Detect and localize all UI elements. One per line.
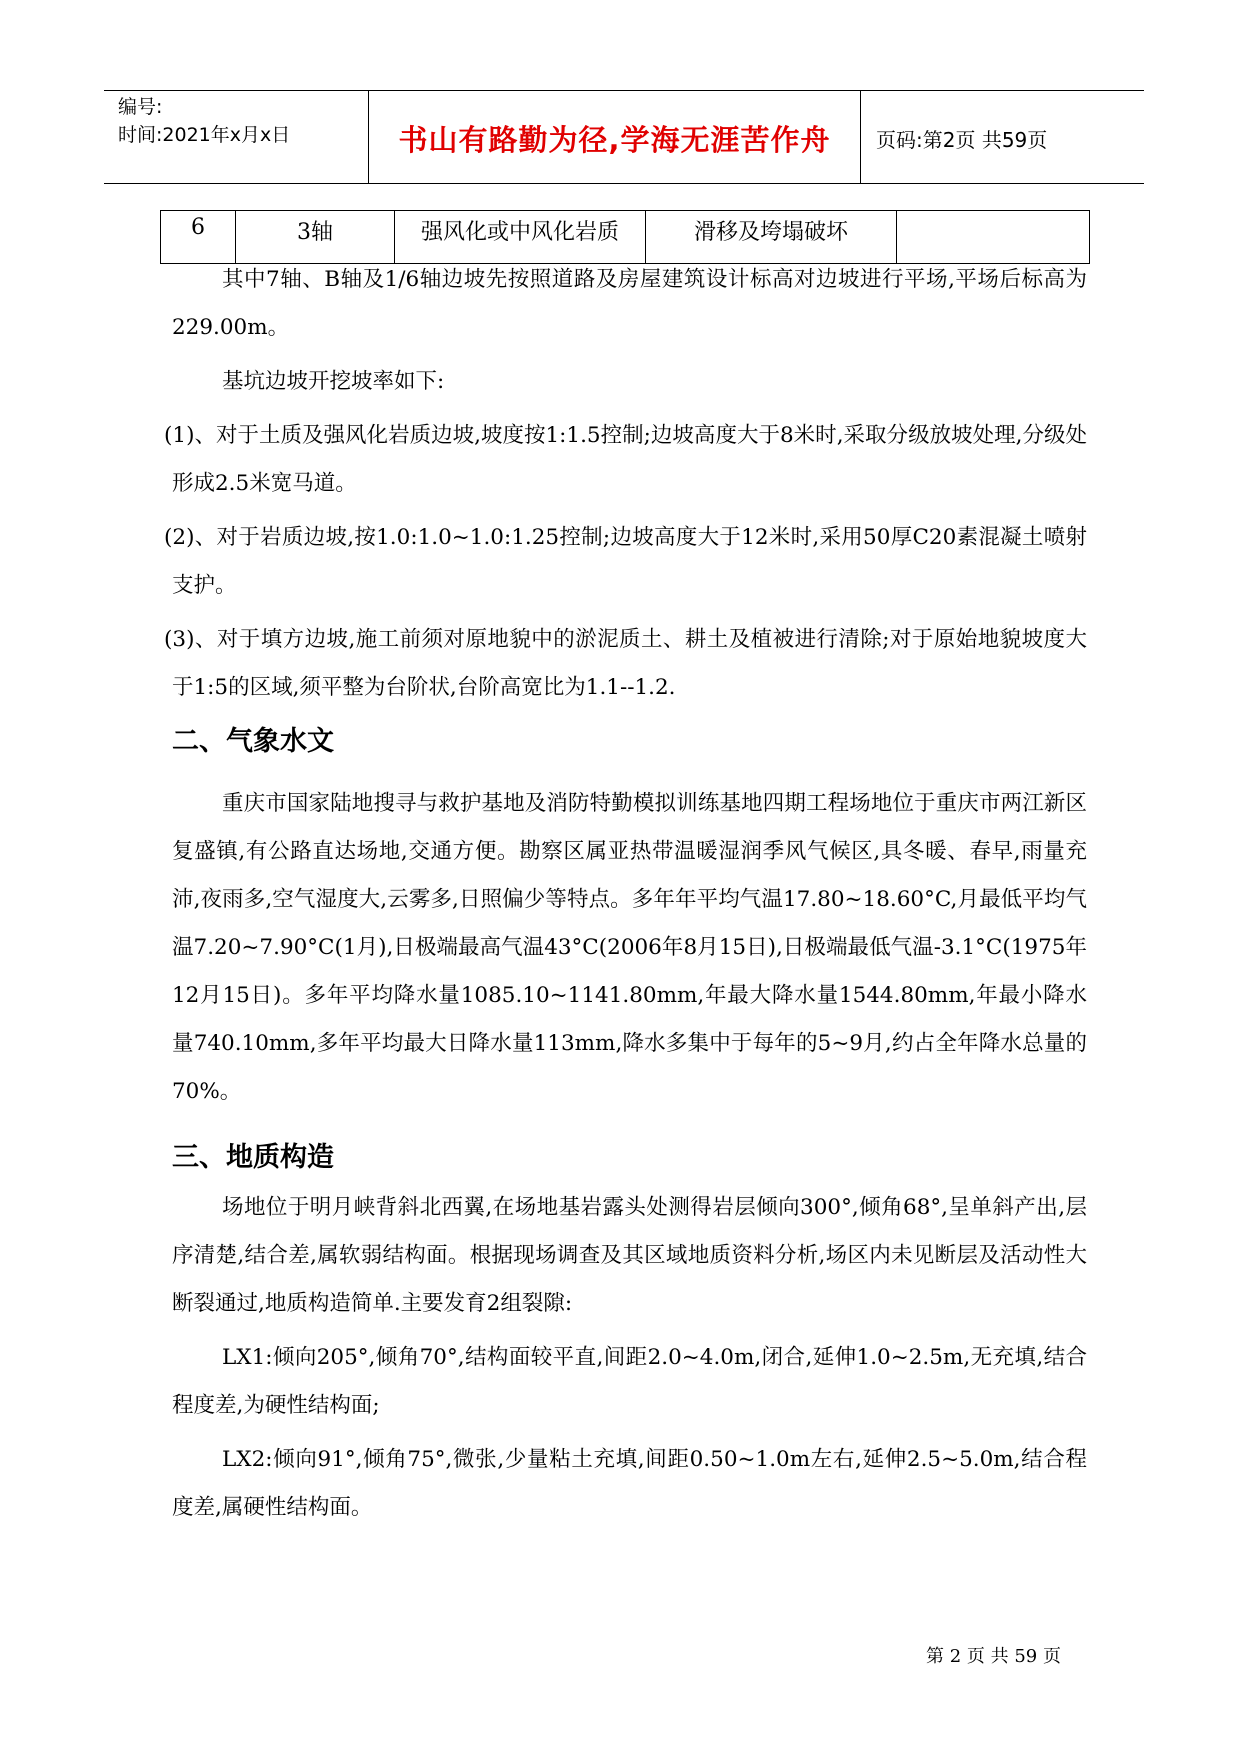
time-label: 时间:2021年x月x日 (118, 124, 291, 146)
header-meta (118, 93, 290, 149)
table-cell: 滑移及垮塌破坏 (646, 211, 897, 264)
section-heading: 二、气象水文 (172, 726, 334, 757)
paragraph: 基坑边坡开挖坡率如下: (222, 369, 445, 394)
paragraph: (1)、对于土质及强风化岩质边坡,坡度按1:1.5控制;边坡高度大于8米时,采取分级放坡处理,分级处形成2.5米宽马道。 (164, 423, 1087, 496)
paragraph: 场地位于明月峡背斜北西翼,在场地基岩露头处测得岩层倾向300°,倾角68°,呈单斜产出,层序清楚,结合差,属软弱结构面。根据现场调查及其区域地质资料分析,场区内未见断层及活动性大断裂通过,地质构造简单.主要发育2组裂隙: (172, 1195, 1087, 1316)
paragraph: LX1:倾向205°,倾角70°,结构面较平直,间距2.0~4.0m,闭合,延伸1.0~2.5m,无充填,结合程度差,为硬性结构面; (172, 1345, 1087, 1418)
number-label: 编号: (118, 96, 163, 118)
header-divider-right (860, 90, 861, 183)
footer-page-number: 第 2 页 共 59 页 (926, 1646, 1061, 1667)
header-page-label: 页码:第2页 共59页 (876, 128, 1048, 152)
paragraph: (2)、对于岩质边坡,按1.0:1.0~1.0:1.25控制;边坡高度大于12米时,采用50厚C20素混凝土喷射支护。 (164, 525, 1087, 598)
header-motto: 书山有路勤为径,学海无涯苦作舟 (398, 123, 831, 157)
table-cell: 强风化或中风化岩质 (395, 211, 646, 264)
header-bottom-rule (104, 183, 1144, 184)
paragraph: 其中7轴、B轴及1/6轴边坡先按照道路及房屋建筑设计标高对边坡进行平场,平场后标高为229.00m。 (172, 267, 1087, 340)
paragraph: LX2:倾向91°,倾角75°,微张,少量粘土充填,间距0.50~1.0m左右,延伸2.5~5.0m,结合程度差,属硬性结构面。 (172, 1447, 1087, 1520)
table-cell: 3轴 (236, 211, 395, 264)
paragraph: (3)、对于填方边坡,施工前须对原地貌中的淤泥质土、耕土及植被进行清除;对于原始地貌坡度大于1:5的区域,须平整为台阶状,台阶高宽比为1.1--1.2. (164, 627, 1087, 700)
table-cell: 6 (161, 211, 236, 264)
document-body (164, 256, 1087, 1532)
header-top-rule (104, 90, 1144, 91)
section-heading: 三、地质构造 (172, 1142, 334, 1173)
paragraph: 重庆市国家陆地搜寻与救护基地及消防特勤模拟训练基地四期工程场地位于重庆市两江新区复盛镇,有公路直达场地,交通方便。勘察区属亚热带温暖湿润季风气候区,具冬暖、春早,雨量充沛,夜雨多,空气湿度大,云雾多,日照偏少等特点。多年年平均气温17.80~18.60°C,月最低平均气温7.20~7.90°C(1月),日极端最高气温43°C(2006年8月15日),日极端最低气温-3.1°C(1975年12月15日)。多年平均降水量1085.10~1141.80mm,年最大降水量1544.80mm,年最小降水量740.10mm,多年平均最大日降水量113mm,降水多集中于每年的5~9月,约占全年降水总量的70%。 (172, 791, 1087, 1104)
